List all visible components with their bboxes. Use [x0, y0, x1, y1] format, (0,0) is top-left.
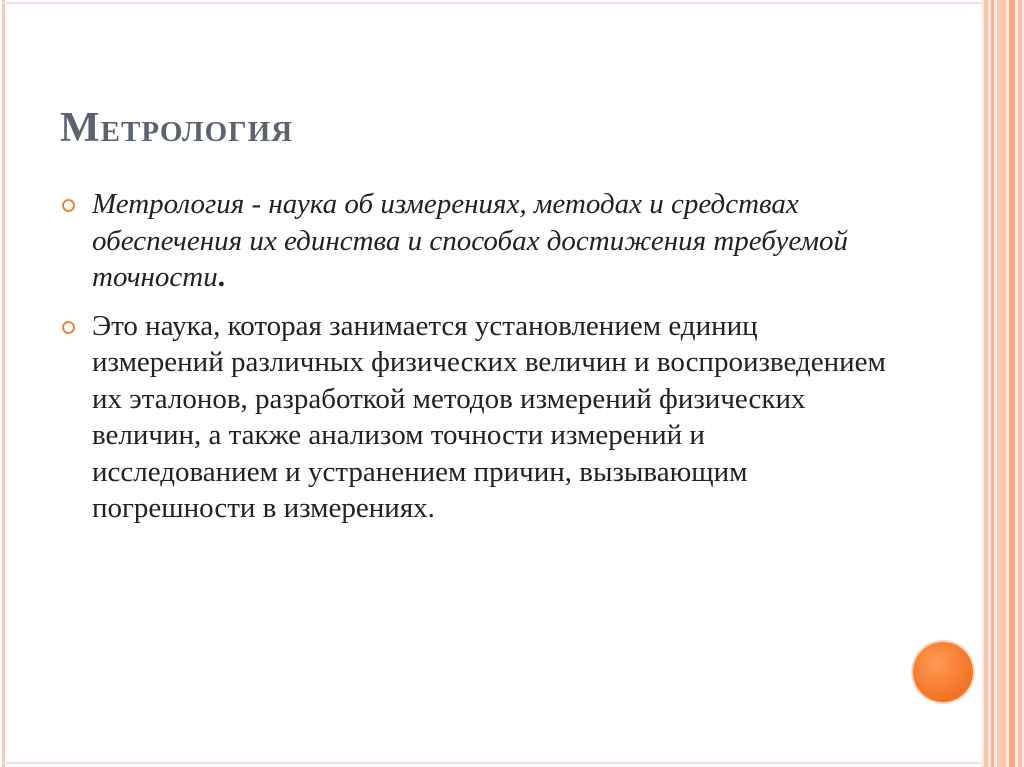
decorative-stripe: [991, 0, 994, 767]
decorative-stripe: [1009, 0, 1015, 767]
bullet-text: Метрология - наука об измерениях, методах и средствах обеспечения их единства и способах достижения требуемой точности: [92, 188, 848, 293]
bullet-text-period: .: [217, 261, 225, 293]
orange-ring-bullet-icon: [62, 321, 75, 334]
orange-circle-decoration-icon: [913, 642, 973, 702]
left-border-line: [2, 0, 5, 767]
decorative-stripe: [997, 0, 1006, 767]
slide-title: Метрология: [60, 105, 294, 151]
bullet-text: Это наука, которая занимается установлением единиц измерений различных физических величин и воспроизведением их эталонов, разработкой методов измерений физических величин, а также анализом точности измерений и исследованием и устранением причин, вызывающим погрешности в измерениях.: [92, 309, 886, 524]
bullet-item-definition: [60, 186, 890, 296]
bullet-item-description: [60, 308, 890, 527]
orange-ring-bullet-icon: [62, 199, 75, 212]
slide-content: [60, 186, 890, 527]
decorative-stripe: [1018, 0, 1022, 767]
top-border-line: [2, 2, 982, 4]
decorative-stripe: [984, 0, 988, 767]
bottom-border-line: [2, 762, 982, 764]
